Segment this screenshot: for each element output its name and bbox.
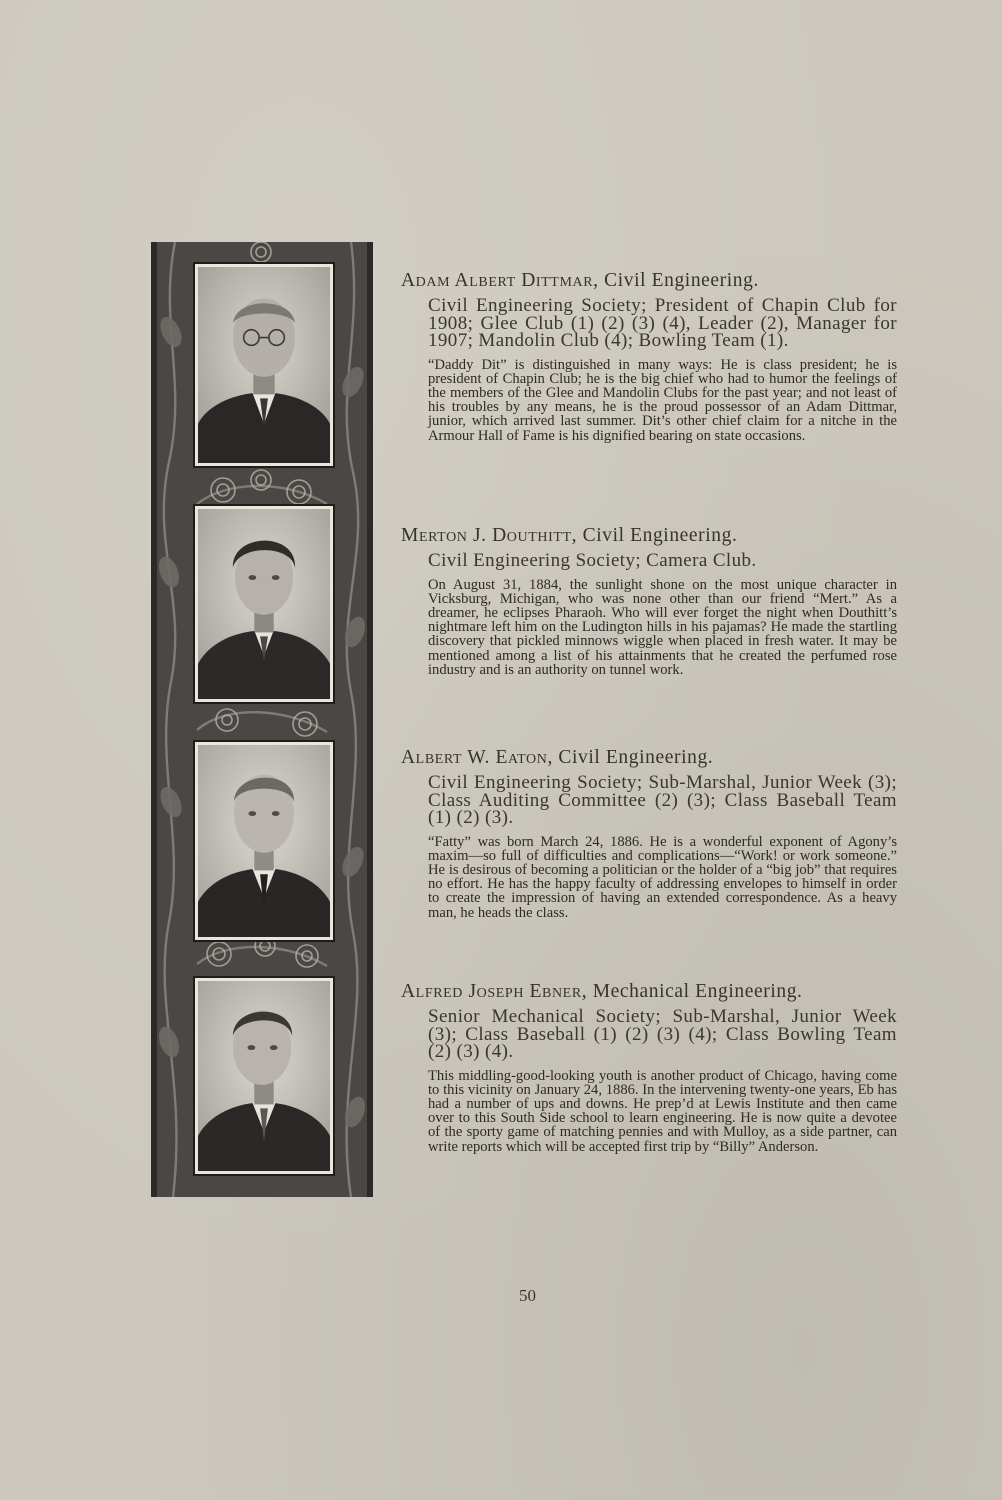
portrait-eaton [193, 740, 335, 942]
activities-list: Civil Engineering Society; Camera Club. [428, 550, 757, 571]
activities-list: Civil Engineering Society; President of Chapin Club for 1908; Glee Club (1) (2) (3) (4), Leader (2), Manager for 1907; Mandolin Club (4); Bowling Team (1). [428, 295, 897, 351]
activities-list: Civil Engineering Society; Sub-Marshal, Junior Week (3); Class Auditing Committee (2) (3); Class Baseball Team (1) (2) (3). [428, 772, 897, 828]
entry-heading [401, 269, 897, 293]
course-name: , Civil Engineering. [547, 747, 714, 768]
biography-text: This middling-good-looking youth is another product of Chicago, having come to this vicinity on January 24, 1886. In the intervening twenty-one years, Eb has had a number of ups and downs. He prep’d at Lewis Institute and then came over to this South Side school to learn engineering. He is now quite a devotee of the sporty game of matching pennies and with Mulloy, as a side partner, can write reports which will be accepted first trip by “Billy” Anderson. [428, 1067, 897, 1155]
page-number: 50 [519, 1286, 536, 1305]
biography-text: “Daddy Dit” is distinguished in many ways: He is class president; he is president of Chapin Club; he is the big chief who had to humor the feelings of the members of the Glee and Mandolin Clubs for the past year; and not least of his troubles by any means, he is the proud possessor of an Adam Dittmar, junior, which arrived last summer. Dit’s other chief claim for a nitche in the Armour Hall of Fame is his dignified bearing on state occasions. [428, 356, 897, 444]
student-name: Alfred Joseph Ebner [401, 981, 582, 1002]
portrait-dittmar [193, 262, 335, 468]
course-name: , Civil Engineering. [571, 525, 738, 546]
student-name: Albert W. Eaton [401, 747, 548, 768]
man-portrait-icon [198, 267, 330, 463]
student-name: Merton J. Douthitt [401, 525, 572, 546]
entry-eaton [401, 746, 897, 920]
course-name: , Civil Engineering. [593, 270, 759, 291]
man-portrait-icon [198, 745, 330, 937]
biography-text: On August 31, 1884, the sunlight shone on the most unique character in Vicksburg, Michigan, who was none other than our friend “Mert.” As a dreamer, he eclipses Pharaoh. Who will ever forget the night when Douthitt’s nightmare left him on the Ludington hills in his pajamas? He made the startling discovery that pickled minnows wiggle when placed in fresh water. It may be mentioned among a list of his attainments that he created the perfumed rose industry and is an authority on tunnel work. [428, 576, 897, 678]
entry-heading [401, 980, 897, 1004]
entry-ebner [401, 980, 897, 1154]
activities-list: Senior Mechanical Society; Sub-Marshal, Junior Week (3); Class Baseball (1) (2) (3) (4); Class Bowling Team (2) (3) (4). [428, 1006, 897, 1062]
man-portrait-icon [198, 509, 330, 699]
biography-text: “Fatty” was born March 24, 1886. He is a wonderful exponent of Agony’s maxim—so full of difficulties and complications—“Work! or work someone.” He is desirous of becoming a politician or the holder of a “big job” that requires no effort. He has the happy faculty of addressing envelopes to himself in order to create the impression of having an extended correspondence. As a heavy man, he heads the class. [428, 833, 897, 921]
entry-dittmar [401, 269, 897, 443]
entry-douthitt [401, 524, 897, 677]
entry-heading [401, 746, 897, 770]
portrait-ebner [193, 976, 335, 1176]
student-name: Adam Albert Dittmar [401, 270, 594, 291]
man-portrait-icon [198, 981, 330, 1171]
portrait-strip [151, 242, 373, 1197]
course-name: , Mechanical Engineering. [581, 981, 803, 1002]
portrait-douthitt [193, 504, 335, 704]
entry-heading [401, 524, 897, 548]
